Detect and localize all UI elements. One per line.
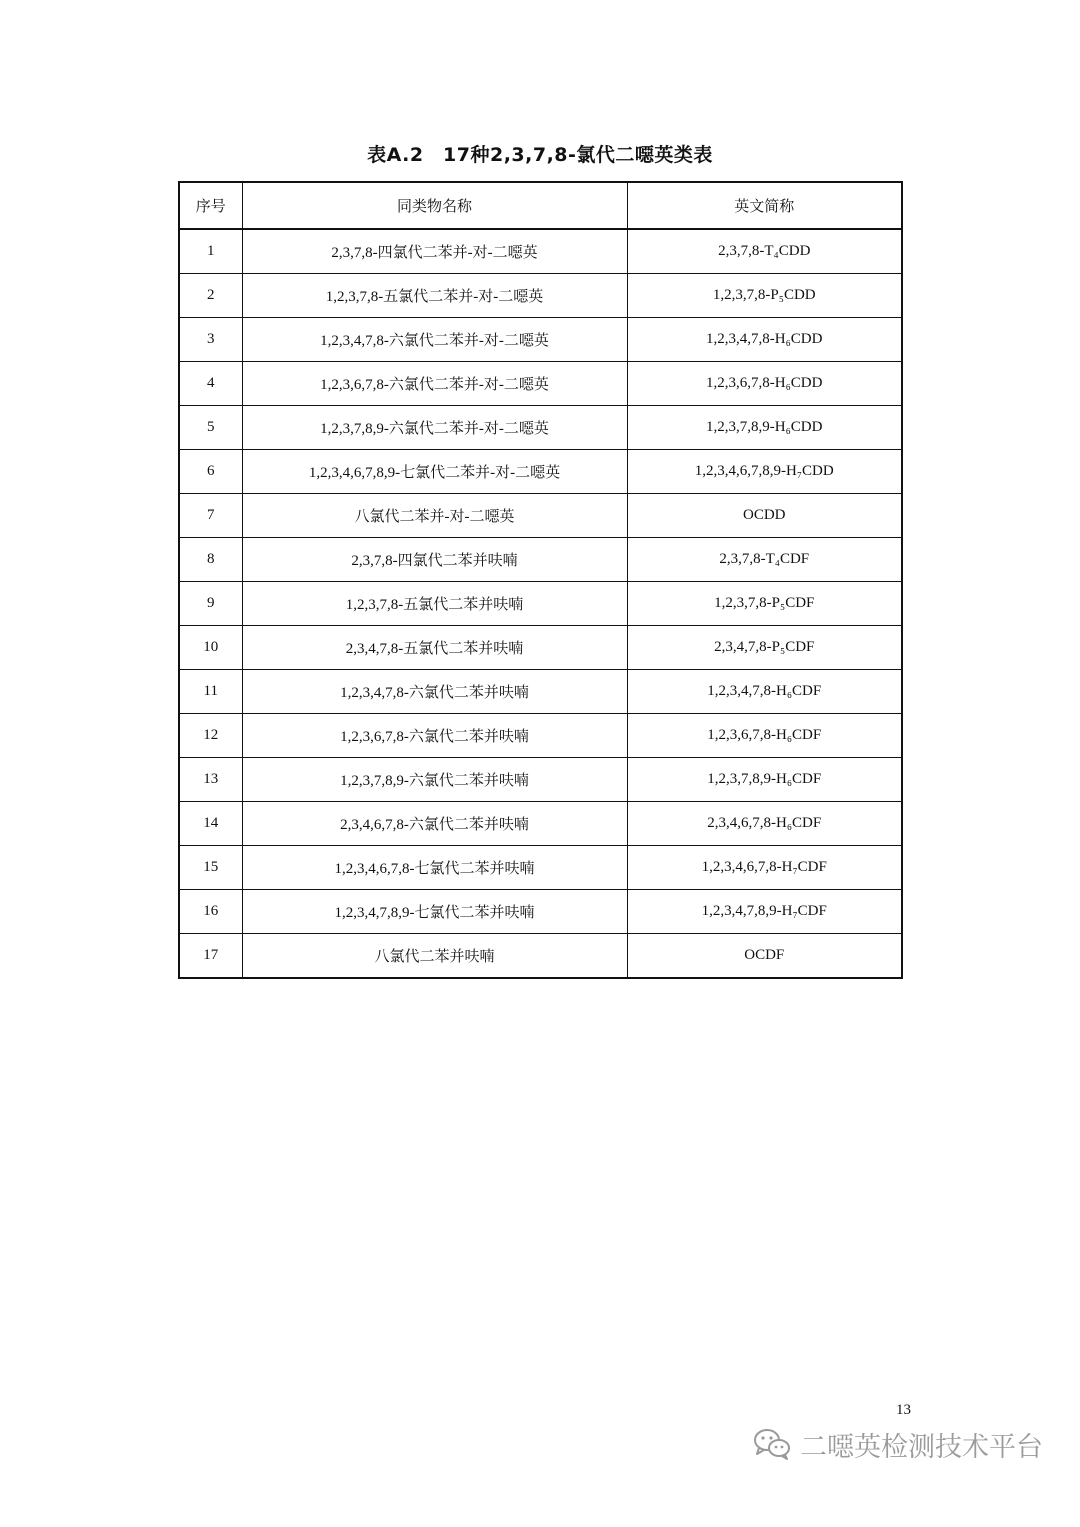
cell-english-abbreviation: 2,3,7,8-T₄CDD <box>627 229 902 274</box>
table-row <box>179 582 902 626</box>
cell-english-abbreviation: 1,2,3,4,7,8,9-H₇CDF <box>627 890 902 934</box>
cell-serial-number: 3 <box>179 318 242 362</box>
cell-serial-number: 7 <box>179 494 242 538</box>
table-row <box>179 450 902 494</box>
cell-congener-name: 2,3,7,8-四氯代二苯并呋喃 <box>242 538 627 582</box>
cell-english-abbreviation: 1,2,3,7,8-P₅CDF <box>627 582 902 626</box>
cell-english-abbreviation: 1,2,3,4,7,8-H₆CDD <box>627 318 902 362</box>
cell-congener-name: 1,2,3,4,6,7,8-七氯代二苯并呋喃 <box>242 846 627 890</box>
cell-english-abbreviation: 1,2,3,6,7,8-H₆CDF <box>627 714 902 758</box>
header-english-abbreviation: 英文简称 <box>627 182 902 229</box>
cell-serial-number: 9 <box>179 582 242 626</box>
cell-serial-number: 5 <box>179 406 242 450</box>
cell-serial-number: 16 <box>179 890 242 934</box>
cell-congener-name: 八氯代二苯并呋喃 <box>242 934 627 979</box>
cell-serial-number: 14 <box>179 802 242 846</box>
cell-serial-number: 2 <box>179 274 242 318</box>
cell-serial-number: 17 <box>179 934 242 979</box>
cell-serial-number: 15 <box>179 846 242 890</box>
cell-serial-number: 11 <box>179 670 242 714</box>
cell-english-abbreviation: 1,2,3,7,8-P₅CDD <box>627 274 902 318</box>
table-row <box>179 714 902 758</box>
cell-congener-name: 1,2,3,7,8,9-六氯代二苯并呋喃 <box>242 758 627 802</box>
cell-english-abbreviation: 2,3,4,7,8-P₅CDF <box>627 626 902 670</box>
table-row <box>179 626 902 670</box>
table-row <box>179 890 902 934</box>
cell-congener-name: 2,3,7,8-四氯代二苯并-对-二噁英 <box>242 229 627 274</box>
page-number: 13 <box>896 1402 911 1418</box>
cell-serial-number: 12 <box>179 714 242 758</box>
table-row <box>179 538 902 582</box>
cell-serial-number: 4 <box>179 362 242 406</box>
cell-english-abbreviation: 1,2,3,4,6,7,8,9-H₇CDD <box>627 450 902 494</box>
cell-congener-name: 1,2,3,7,8,9-六氯代二苯并-对-二噁英 <box>242 406 627 450</box>
table-title: 表A.2 17种2,3,7,8-氯代二噁英类表 <box>367 144 713 166</box>
cell-serial-number: 8 <box>179 538 242 582</box>
cell-congener-name: 2,3,4,7,8-五氯代二苯并呋喃 <box>242 626 627 670</box>
cell-english-abbreviation: 1,2,3,7,8,9-H₆CDF <box>627 758 902 802</box>
watermark <box>752 1424 1043 1464</box>
cell-congener-name: 1,2,3,7,8-五氯代二苯并-对-二噁英 <box>242 274 627 318</box>
header-serial-number: 序号 <box>179 182 242 229</box>
cell-english-abbreviation: 2,3,4,6,7,8-H₆CDF <box>627 802 902 846</box>
cell-serial-number: 6 <box>179 450 242 494</box>
congener-table <box>178 181 903 979</box>
table-row <box>179 274 902 318</box>
cell-english-abbreviation: 1,2,3,6,7,8-H₆CDD <box>627 362 902 406</box>
table-row <box>179 406 902 450</box>
cell-english-abbreviation: OCDD <box>627 494 902 538</box>
cell-congener-name: 1,2,3,4,7,8,9-七氯代二苯并呋喃 <box>242 890 627 934</box>
cell-congener-name: 1,2,3,6,7,8-六氯代二苯并-对-二噁英 <box>242 362 627 406</box>
cell-english-abbreviation: 1,2,3,7,8,9-H₆CDD <box>627 406 902 450</box>
cell-english-abbreviation: 2,3,7,8-T₄CDF <box>627 538 902 582</box>
cell-congener-name: 八氯代二苯并-对-二噁英 <box>242 494 627 538</box>
cell-congener-name: 1,2,3,4,7,8-六氯代二苯并呋喃 <box>242 670 627 714</box>
table-row <box>179 362 902 406</box>
table-row <box>179 670 902 714</box>
table-row <box>179 846 902 890</box>
watermark-text: 二噁英检测技术平台 <box>800 1431 1043 1463</box>
cell-congener-name: 1,2,3,4,6,7,8,9-七氯代二苯并-对-二噁英 <box>242 450 627 494</box>
cell-serial-number: 1 <box>179 229 242 274</box>
cell-congener-name: 1,2,3,7,8-五氯代二苯并呋喃 <box>242 582 627 626</box>
table-header <box>179 182 902 229</box>
table-row <box>179 229 902 274</box>
header-congener-name: 同类物名称 <box>242 182 627 229</box>
wechat-icon <box>752 1427 792 1461</box>
cell-serial-number: 10 <box>179 626 242 670</box>
cell-serial-number: 13 <box>179 758 242 802</box>
table-row <box>179 494 902 538</box>
table-row <box>179 318 902 362</box>
table-row <box>179 802 902 846</box>
cell-english-abbreviation: 1,2,3,4,7,8-H₆CDF <box>627 670 902 714</box>
cell-congener-name: 2,3,4,6,7,8-六氯代二苯并呋喃 <box>242 802 627 846</box>
header-row <box>179 182 902 229</box>
cell-english-abbreviation: OCDF <box>627 934 902 979</box>
cell-congener-name: 1,2,3,6,7,8-六氯代二苯并呋喃 <box>242 714 627 758</box>
cell-english-abbreviation: 1,2,3,4,6,7,8-H₇CDF <box>627 846 902 890</box>
table-row <box>179 758 902 802</box>
table-body <box>179 229 902 978</box>
cell-congener-name: 1,2,3,4,7,8-六氯代二苯并-对-二噁英 <box>242 318 627 362</box>
table-row <box>179 934 902 979</box>
